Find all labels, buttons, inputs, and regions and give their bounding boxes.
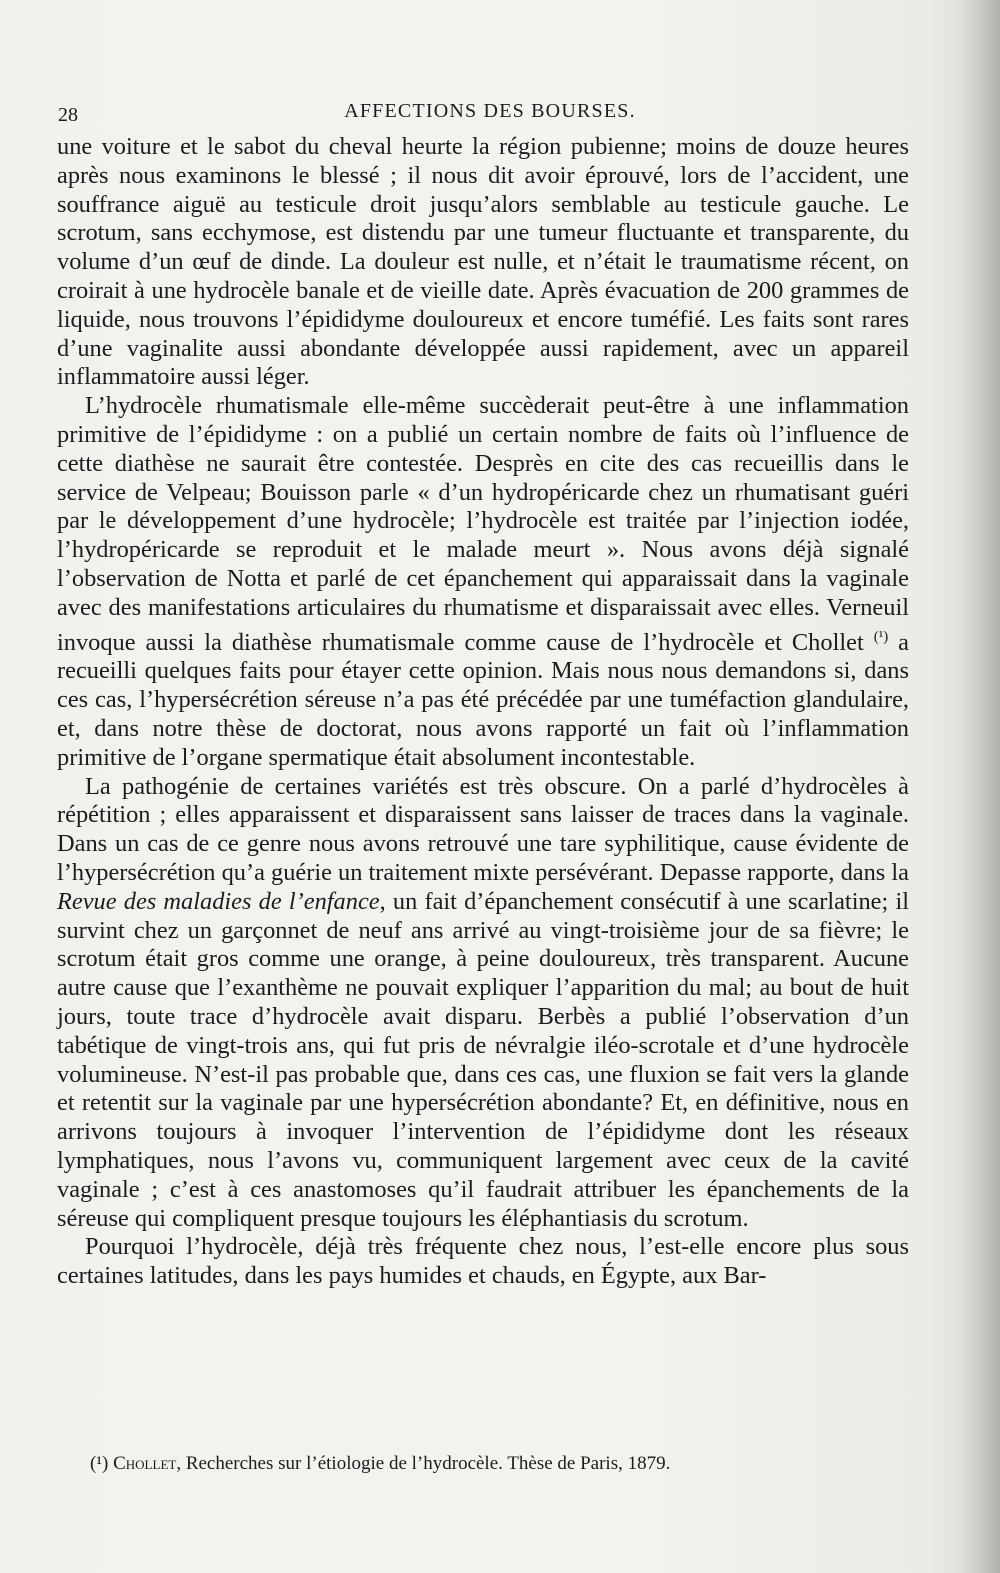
paragraph-1: une voiture et le sabot du cheval heurte la région pubienne; moins de douze heures après nous examinons le blessé ; il nous dit avoir éprouvé, lors de l’accident, une souffrance aiguë au testicule droit jusqu’alors semblable au testicule gauche. Le scrotum, sans ecchymose, est distendu par une tumeur fluctuante et transparente, du volume d’un œuf de dinde. La douleur est nulle, et n’était le traumatisme récent, on croirait à une hydrocèle banale et de vieille date. Après évacuation de 200 grammes de liquide, nous trouvons l’épididyme douloureux et encore tuméfié. Les faits sont rares d’une vaginalite aussi abondante développée aussi rapidement, avec un appareil inflammatoire aussi léger.: [57, 133, 909, 391]
footnote-author: Chollet: [113, 1453, 177, 1474]
paragraph-3: [57, 773, 909, 1234]
paragraph-3-text-b: , un fait d’épanchement consécutif à une scarlatine; il survint chez un garçonnet de neuf ans arrivé au vingt-troisième jour de sa fièvre; le scrotum était gros comme une orange, à peine douloureux, très transparent. Aucune autre cause que l’exanthème ne pouvait expliquer l’apparition du mal; au bout de huit jours, toute trace d’hydrocèle avait disparu. Berbès a publié l’observation d’un tabétique de vingt-trois ans, qui fut pris de névralgie iléo-scrotale et d’une hydrocèle volumineuse. N’est-il pas probable que, dans ces cas, une fluxion se fait vers la glande et retentit sur la vaginale par une hypersécrétion abondante? Et, en définitive, nous en arrivons toujours à invoquer l’intervention de l’épididyme dont les réseaux lymphatiques, nous l’avons vu, communiquent largement avec ceux de la cavité vaginale ; c’est à ces anastomoses qu’il faudrait attribuer les épanchements de la séreuse qui compliquent presque toujours les éléphantiasis du scrotum.: [57, 887, 909, 1232]
footnote-reference: (¹): [873, 628, 889, 645]
footnote-text: , Recherches sur l’étiologie de l’hydrocèle. Thèse de Paris, 1879.: [176, 1453, 671, 1474]
running-head: [50, 100, 910, 130]
page-edge-shadow: [960, 0, 1000, 1573]
running-title: AFFECTIONS DES BOURSES.: [344, 100, 636, 122]
paragraph-2: [57, 392, 909, 772]
paragraph-4: Pourquoi l’hydrocèle, déjà très fréquente chez nous, l’est-elle encore plus sous certaines latitudes, dans les pays humides et chauds, en Égypte, aux Bar-: [57, 1233, 909, 1290]
paragraph-2-text-b: a recueilli quelques faits pour étayer cette opinion. Mais nous nous demandons si, dans ces cas, l’hypersécrétion séreuse n’a pas été précédée par une tuméfaction glandulaire, et, dans notre thèse de doctorat, nous avons rapporté un fait où l’inflammation primitive de l’organe spermatique était absolument incontestable.: [57, 628, 909, 771]
journal-title: Revue des maladies de l’enfance: [57, 887, 380, 915]
body-text: [57, 133, 909, 1291]
paragraph-3-text-a: La pathogénie de certaines variétés est très obscure. On a parlé d’hydrocèles à répétition ; elles apparaissent et disparaissent sans laisser de traces dans la vaginale. Dans un cas de ce genre nous avons retrouvé une tare syphilitique, cause évidente de l’hypersécrétion qu’a guérie un traitement mixte persévérant. Depasse rapporte, dans la: [57, 772, 909, 887]
page-number: 28: [58, 104, 78, 126]
footnote-mark: (¹): [90, 1453, 109, 1474]
paragraph-2-text-a: L’hydrocèle rhumatismale elle-même succèderait peut-être à une inflammation primitive de l’épididyme : on a publié un certain nombre de faits où l’influence de cette diathèse ne saurait être contestée. Desprès en cite des cas recueillis dans le service de Velpeau; Bouisson parle « d’un hydropéricarde chez un rhumatisant guéri par le développement d’une hydrocèle; l’hydrocèle est traitée par l’injection iodée, l’hydropéricarde se reproduit et le malade meurt ». Nous avons déjà signalé l’observation de Notta et parlé de cet épanchement qui apparaissait dans la vaginale avec des manifestations articulaires du rhumatisme et disparaissait avec elles. Verneuil invoque aussi la diathèse rhumatismale comme cause de l’hydrocèle et Chollet: [57, 392, 909, 656]
footnote: [90, 1452, 890, 1476]
